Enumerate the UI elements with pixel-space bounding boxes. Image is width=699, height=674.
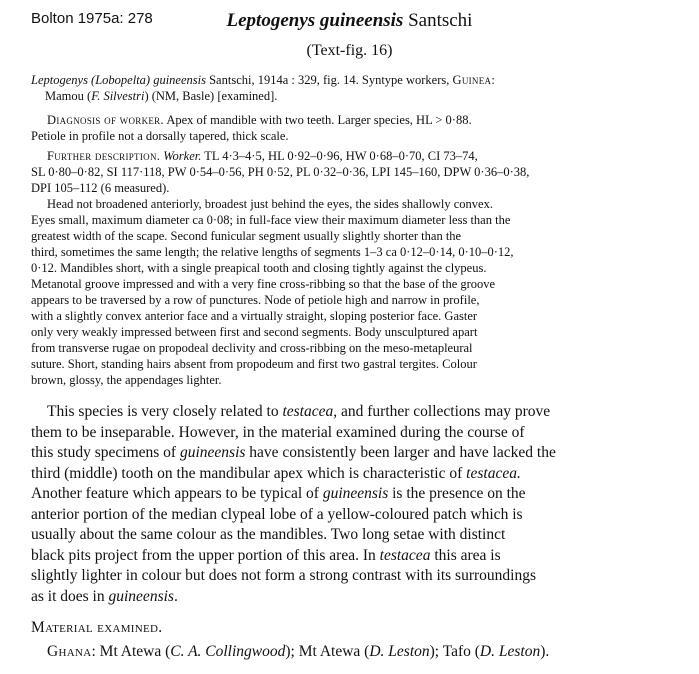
further-line-1	[31, 148, 679, 164]
discussion-line	[31, 484, 679, 505]
diagnosis-line-2: Petiole in profile not a dorsally tapered, thick scale.	[31, 129, 289, 143]
taxon-name: guineensis	[322, 485, 389, 502]
original-combination: Leptogenys (Lobopelta) guineensis	[31, 73, 206, 87]
discussion-line: usually about the same colour as the mandibles. Two long setae with distinct	[31, 526, 506, 543]
discussion-text: black pits project from the upper portion of this area. In	[31, 546, 380, 564]
taxon-name: testacea	[379, 546, 431, 564]
further-heading: Further description.	[47, 149, 161, 163]
description-line: Metanotal groove impressed and with a very fine cross-ribbing so that the base of the groove	[31, 277, 496, 291]
locality-text: ).	[540, 642, 550, 660]
synonymy-citation: Santschi, 1914a : 329, fig. 14. Syntype workers,	[205, 73, 453, 87]
taxon-name: testacea	[282, 403, 334, 420]
discussion-line: anterior portion of the median clypeal lobe of a yellow-coloured patch which is	[31, 505, 523, 523]
species-title	[0, 10, 699, 32]
collector-name: D. Leston	[369, 642, 430, 660]
diagnosis-text: Apex of mandible with two teeth. Larger species, HL > 0·88.	[163, 113, 472, 127]
collector-name: C. A. Collingwood	[170, 642, 286, 660]
locality-text: Mamou (	[45, 89, 92, 103]
discussion-text: this area is	[430, 546, 501, 564]
citation-reference: Bolton 1975a: 278	[31, 10, 153, 27]
depository-text: ) (NM, Basle) [examined].	[144, 89, 278, 103]
locality-text: : Mt Atewa (	[91, 642, 171, 660]
discussion-text: This species is very closely related to	[47, 403, 283, 420]
type-locality-country: Guinea:	[452, 73, 496, 87]
material-examined-block	[31, 618, 679, 662]
further-line-3: DPI 105–112 (6 measured).	[31, 181, 170, 195]
discussion-line	[31, 587, 679, 608]
diagnosis-heading: Diagnosis of worker.	[47, 113, 164, 127]
description-line: brown, glossy, the appendages lighter.	[31, 373, 222, 387]
description-line: Eyes small, maximum diameter ca 0·08; in full-face view their maximum diameter less than the	[31, 213, 511, 227]
collector-name: D. Leston	[479, 642, 541, 660]
description-line: third, sometimes the same length; the relative lengths of segments 1–3 ca 0·12–0·14, 0·10–0·12,	[31, 245, 514, 259]
material-line	[31, 642, 679, 663]
description-paragraph	[31, 196, 679, 388]
material-heading: Material examined.	[31, 619, 163, 636]
synonymy-block	[31, 72, 679, 104]
description-line: with a slightly convex anterior face and a virtually straight, sloping posterior face. Gaster	[31, 309, 478, 323]
discussion-line	[31, 402, 679, 423]
further-line-2: SL 0·80–0·82, SI 117·118, PW 0·54–0·56, PH 0·52, PL 0·32–0·36, LPI 145–160, DPW 0·36–0·38,	[31, 165, 530, 179]
discussion-text: have consistently been larger and have lacked the	[245, 444, 556, 461]
species-author: Santschi	[408, 10, 473, 31]
description-line: 0·12. Mandibles short, with a single preapical tooth and closing tightly against the clypeus.	[31, 261, 487, 275]
taxon-name: guineensis	[108, 587, 174, 605]
discussion-text: as it does in	[31, 587, 109, 605]
discussion-line: them to be inseparable. However, in the material examined during the course of	[31, 423, 525, 441]
diagnosis-line-1	[31, 112, 679, 128]
measurements-1: TL 4·3–4·5, HL 0·92–0·96, HW 0·68–0·70, CI 73–74,	[201, 149, 478, 163]
discussion-line	[31, 443, 679, 464]
collector-name: F. Silvestri	[91, 89, 145, 103]
description-line: from transverse rugae on propodeal declivity and cross-ribbing on the meso-metapleural	[31, 341, 473, 355]
discussion-text: third (middle) tooth on the mandibular apex which is characteristic of	[31, 464, 467, 482]
description-line: only very weakly impressed between first and second segments. Body unsculptured apart	[31, 325, 478, 339]
further-description-block	[31, 148, 679, 196]
synonymy-line-1	[31, 72, 679, 88]
discussion-text: is the presence on the	[388, 485, 526, 502]
description-line: greatest width of the scape. Second funicular segment usually slightly shorter than the	[31, 229, 462, 243]
locality-text: ); Mt Atewa (	[285, 642, 370, 660]
synonymy-line-2	[45, 88, 679, 104]
description-line: appears to be traversed by a row of punctures. Node of petiole high and narrow in profile,	[31, 293, 480, 307]
discussion-line: slightly lighter in colour but does not form a strong contrast with its surroundings	[31, 567, 536, 584]
discussion-text: , and further collections may prove	[333, 403, 551, 420]
taxon-name: testacea.	[466, 464, 521, 482]
diagnosis-block	[31, 112, 679, 144]
discussion-text: Another feature which appears to be typical of	[31, 485, 323, 502]
discussion-text: .	[173, 587, 178, 605]
locality-text: ); Tafo (	[429, 642, 480, 660]
description-line: Head not broadened anteriorly, broadest just behind the eyes, the sides shallowly convex.	[47, 197, 493, 211]
caste-label: Worker.	[163, 149, 202, 163]
description-line: suture. Short, standing hairs absent from propodeum and first two gastral tergites. Colour	[31, 357, 477, 371]
discussion-line	[31, 546, 679, 567]
discussion-line	[31, 464, 679, 485]
taxon-name: guineensis	[179, 444, 246, 461]
discussion-text: this study specimens of	[31, 444, 180, 461]
species-name: Leptogenys guineensis	[226, 10, 404, 31]
figure-reference: (Text-fig. 16)	[306, 42, 393, 59]
discussion-paragraph	[31, 402, 679, 607]
material-country: Ghana	[47, 642, 92, 660]
